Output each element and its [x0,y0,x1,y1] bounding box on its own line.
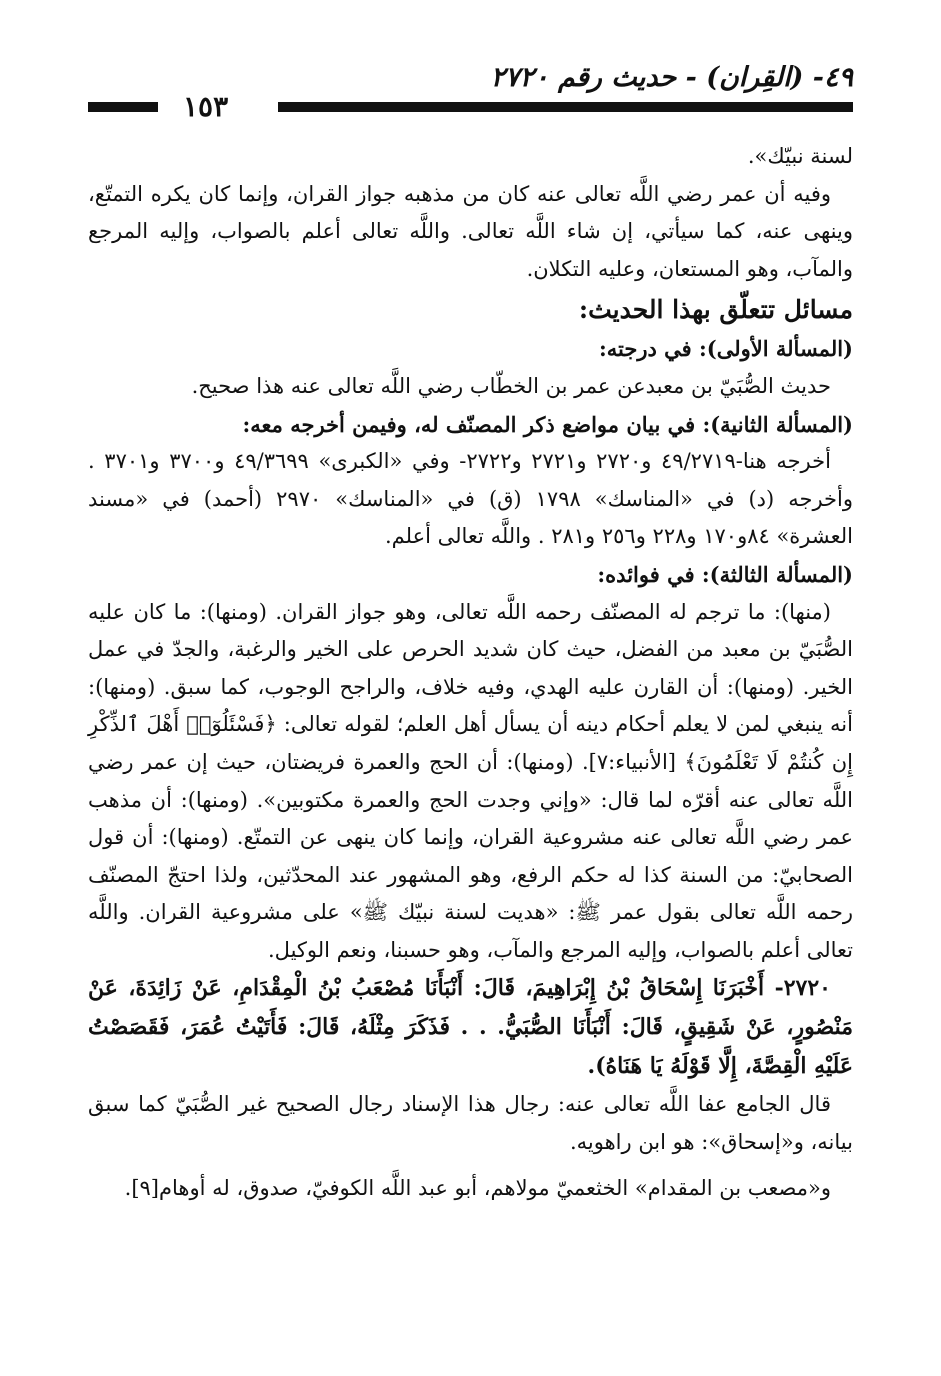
continuation-line: لسنة نبيّك». [747,144,853,168]
section-heading: مسائل تتعلّق بهذا الحديث: [578,295,853,325]
isnad-commentary: قال الجامع عفا اللَّه تعالى عنه: رجال هذا الإسناد رجال الصحيح غير الصُّبَيّ كما سبق بيانه، و«إسحاق»: هو ابن راهويه. [88,1092,853,1155]
header-rule [278,102,853,112]
narrator-note: و«مصعب بن المقدام» الخثعميّ مولاهم، أبو عبد اللَّه الكوفيّ، صدوق، له أوهام[٩]. [124,1175,831,1200]
hadith-text: ٢٧٢٠- أَخْبَرَنَا إِسْحَاقُ بْنُ إِبْرَاهِيمَ، قَالَ: أَنْبَأَنَا مُصْعَبُ بْنُ الْمِقْدَامِ، عَنْ زَائِدَةَ، عَنْ مَنْصُورٍ، عَنْ شَقِيقٍ، قَالَ: أَنْبَأَنَا الصُّبَيُّ. . . فَذَكَرَ مِثْلَهُ، قَالَ: فَأَتَيْتُ عُمَرَ، فَقَصَصْتُ عَلَيْهِ الْقِصَّةَ، إِلَّا قَوْلَهُ يَا هَنَاهُ). [88,975,853,1080]
page-header [88,62,853,132]
issue-heading-third: (المسألة الثالثة): في فوائده: [597,561,853,587]
page-number: ١٥٣ [183,90,229,123]
grading-paragraph: حديث الصُّبَيّ بن معبدعن عمر بن الخطّاب رضي اللَّه تعالى عنه هذا صحيح. [191,373,831,398]
commentary-paragraph: وفيه أن عمر رضي اللَّه تعالى عنه كان من مذهبه جواز القران، وإنما كان يكره التمتّع، وينهى عنه، كما سيأتي، إن شاء اللَّه تعالى. واللَّه تعالى أعلم بالصواب، وإليه المرجع والمآب، وهو المستعان، وعليه التكلان. [88,181,853,281]
running-head: ٤٩- (القِران) - حديث رقم ٢٧٢٠ [490,62,853,93]
benefits-paragraph: (منها): ما ترجم له المصنّف رحمه اللَّه تعالى، وهو جواز القران. (ومنها): ما كان عليه الصُّبَيّ بن معبد من الفضل، حيث كان شديد الحرص على الخير والرغبة، والجدّ في عمل الخير. (ومنها): أن القارن عليه الهدي، وفيه خلاف، والراجح الوجوب، كما سبق. (ومنها): أنه ينبغي لمن لا يعلم أحكام دينه أن يسأل أهل العلم؛ لقوله تعالى: ﴿فَسْئَلُوٓا۟ أَهْلَ ٱلذِّكْرِ إِن كُنتُمْ لَا تَعْلَمُونَ﴾ [الأنبياء:٧]. (ومنها): أن الحج والعمرة فريضتان، حيث إن عمر رضي اللَّه تعالى عنه أقرّه لما قال: «وإني وجدت الحج والعمرة مكتوبين». (ومنها): أن مذهب عمر رضي اللَّه تعالى عنه مشروعية القران، وإنما كان ينهى عن التمتّع. (ومنها): أن قول الصحابيّ: من السنة كذا له حكم الرفع، وهو المشهور عند المحدّثين، ولذا احتجّ المصنّف رحمه اللَّه تعالى بقول عمر ﷺ: «هديت لسنة نبيّك ﷺ» على مشروعية القران. واللَّه تعالى أعلم بالصواب، وإليه المرجع والمآب، وهو حسبنا، ونعم الوكيل. [88,599,853,962]
header-rule-short [88,102,158,112]
issue-heading-first: (المسألة الأولى): في درجته: [599,336,853,362]
page-body [88,138,853,1207]
takhrij-paragraph: أخرجه هنا-٤٩/٢٧١٩ و٢٧٢٠ و٢٧٢١ و٢٧٢٢- وفي «الكبرى» ٤٩/٣٦٩٩ و٣٧٠٠ و٣٧٠١ . وأخرجه (د) في «المناسك» ١٧٩٨ (ق) في «المناسك» ٢٩٧٠ (أحمد) في «مسند العشرة» ٨٤و١٧٠ و٢٢٨ و٢٥٦ و٢٨١ . واللَّه تعالى أعلم. [88,449,853,549]
issue-heading-second: (المسألة الثانية): في بيان مواضع ذكر المصنّف له، وفيمن أخرجه معه: [242,411,853,437]
